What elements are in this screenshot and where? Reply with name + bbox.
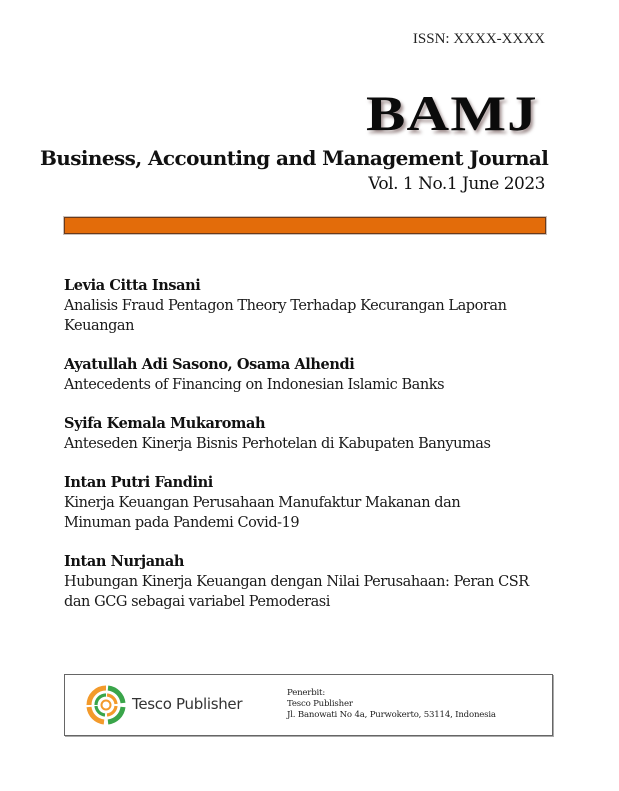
article-list <box>64 276 564 631</box>
article-title-line: Antecedents of Financing on Indonesian Islamic Banks <box>64 377 445 393</box>
article-author: Levia Citta Insani <box>64 277 201 294</box>
article-item <box>64 355 564 395</box>
article-title-line: Keuangan <box>64 318 135 334</box>
article-item <box>64 473 564 533</box>
article-item <box>64 414 564 454</box>
orange-divider-bar <box>64 217 546 234</box>
journal-logo: BAMJ <box>366 85 538 141</box>
publisher-info-address: Jl. Banowati No 4a, Purwokerto, 53114, Indonesia <box>287 710 496 720</box>
article-title-line: dan GCG sebagai variabel Pemoderasi <box>64 594 330 610</box>
publisher-name: Tesco Publisher <box>132 695 243 713</box>
article-author: Ayatullah Adi Sasono, Osama Alhendi <box>64 356 355 373</box>
article-title-line: Anteseden Kinerja Bisnis Perhotelan di Kabupaten Banyumas <box>64 436 491 452</box>
journal-title: Business, Accounting and Management Journal <box>40 146 549 170</box>
article-author: Intan Nurjanah <box>64 553 184 570</box>
article-title-line: Kinerja Keuangan Perusahaan Manufaktur Makanan dan <box>64 495 461 511</box>
publisher-footer-box <box>64 674 553 736</box>
article-item <box>64 276 564 336</box>
article-item <box>64 552 564 612</box>
article-title-line: Hubungan Kinerja Keuangan dengan Nilai Perusahaan: Peran CSR <box>64 574 529 590</box>
publisher-info-label: Penerbit: <box>287 688 326 698</box>
tesco-publisher-logo-icon <box>86 685 126 725</box>
article-title-line: Minuman pada Pandemi Covid-19 <box>64 515 300 531</box>
article-author: Intan Putri Fandini <box>64 474 213 491</box>
issn-label: ISSN: XXXX-XXXX <box>412 31 545 47</box>
volume-label: Vol. 1 No.1 June 2023 <box>368 174 545 194</box>
publisher-info-name: Tesco Publisher <box>287 699 353 709</box>
article-author: Syifa Kemala Mukaromah <box>64 415 266 432</box>
publisher-info <box>287 688 496 721</box>
article-title-line: Analisis Fraud Pentagon Theory Terhadap Kecurangan Laporan <box>64 298 507 314</box>
